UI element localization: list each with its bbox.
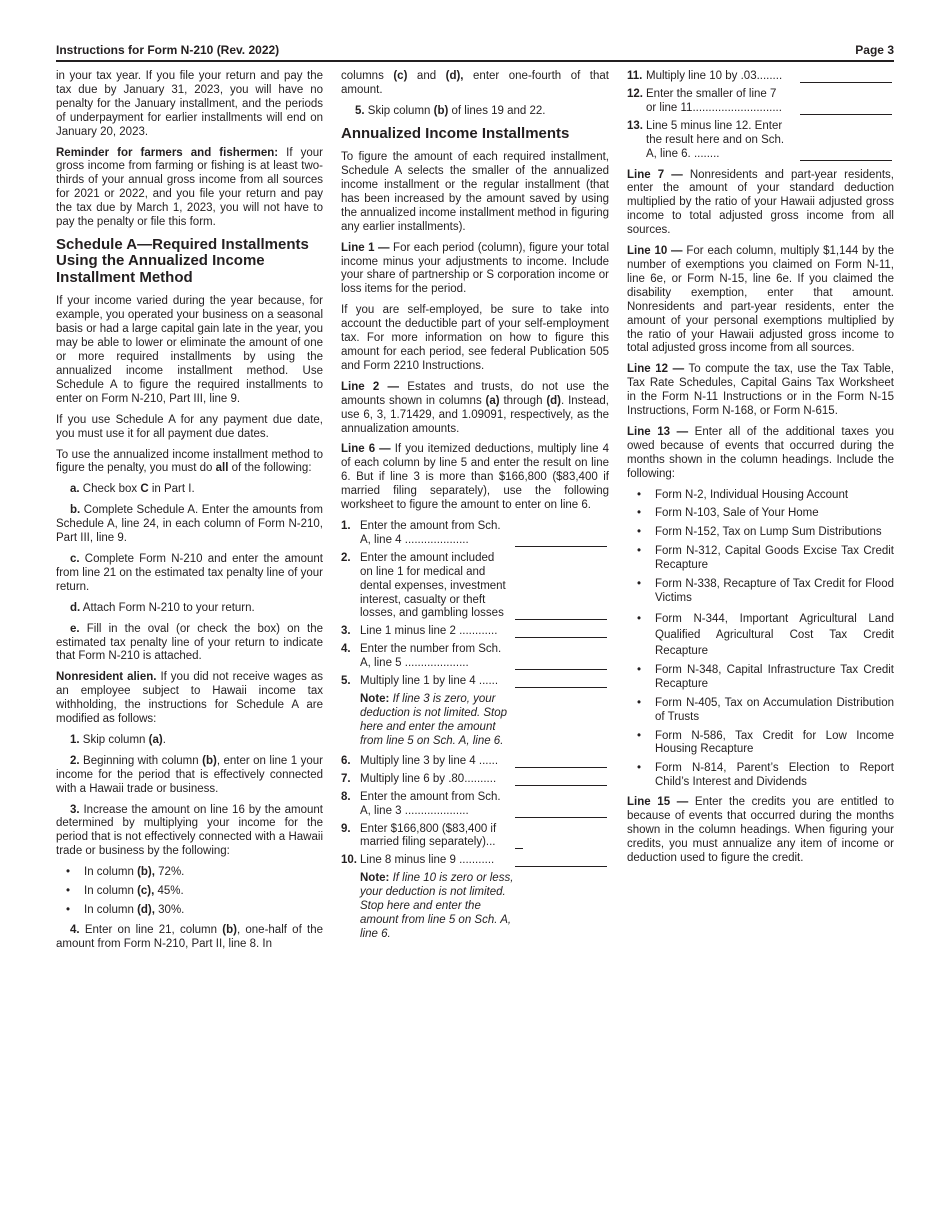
paragraph: Line 10 — For each column, multiply $1,144 by the number of exemptions you claimed on Form N-11, line 6e, or Form N-15, line 6e. If you claimed the disability exemption, enter that amount. Nonresidents and part-year residents, enter the amount of your personal exemptions multiplied by the ratio of your Hawaii adjusted gross income to total adjusted gross income from all sources. [627,245,894,355]
worksheet-line: 6. Multiply line 3 by line 4 ...... [341,755,609,769]
worksheet-note: Note: If line 3 is zero, your deduction is not limited. Stop here and enter the amount from line 5 on Sch. A, line 6. [360,693,508,747]
list-item: • Form N-152, Tax on Lump Sum Distributions [637,526,882,539]
form-list [627,489,894,791]
worksheet-line: 1. Enter the amount from Sch. A, line 4 .................... [341,520,609,548]
paragraph: Line 13 — Enter all of the additional taxes you owed because of events that occurred during the months shown in the column headings. Include the following: [627,425,894,480]
entry-line[interactable] [515,848,523,849]
paragraph: Line 2 — Estates and trusts, do not use the amounts shown in columns (a) through (d). Instead, use 6, 3, 1.71429, and 1.09091, respectively, as the annualization amounts. [341,380,609,435]
step-item: e. Fill in the oval (or check the box) on the estimated tax penalty line of your return to indicate that Form N-210 is attached. [56,622,323,663]
entry-line[interactable] [800,114,892,115]
list-item: • Form N-2, Individual Housing Account [637,488,849,501]
step-item: b. Complete Schedule A. Enter the amounts from Schedule A, line 24, in each column of Form N-210, Part III, line 9. [56,504,323,545]
worksheet-line: 11. Multiply line 10 by .03........ [627,70,894,84]
worksheet-line: 9. Enter $166,800 ($83,400 if married filing separately)... [341,823,609,851]
paragraph: To use the annualized income installment method to figure the penalty, you must do all of the following: [56,448,323,475]
column-2 [341,70,609,948]
paragraph: If your income varied during the year because, for example, you operated your business on a seasonal basis or had a large capital gain late in the year, you may be able to lower or eliminate the amount of one or more required installments by using the annualized income installment method. Use Schedule A to figure the required installments to enter on Form N-210, Part III, line 9. [56,295,323,405]
worksheet-line: 13. Line 5 minus line 12. Enter the result here and on Sch. A, line 6. ........ [627,120,894,162]
bullet-list [56,866,323,918]
entry-line[interactable] [515,687,607,688]
entry-line[interactable] [515,546,607,547]
list-item: • Form N-312, Capital Goods Excise Tax Credit Recapture [637,545,894,572]
page-header [56,42,894,62]
worksheet-line: 3. Line 1 minus line 2 ............ [341,625,609,639]
step-item: d. Attach Form N-210 to your return. [70,601,255,614]
list-item: • Form N-338, Recapture of Tax Credit for Flood Victims [637,578,894,604]
paragraph: Line 6 — If you itemized deductions, multiply line 4 of each column by line 5 and enter the result on line 6. But if line 3 is more than $166,800 ($83,400 if married filing separately), use the following worksheet to figure the amount to enter on line 6. [341,443,609,512]
step-item: 3. Increase the amount on line 16 by the amount determined by multiplying your income for the period that is not effectively connected with a Hawaii trade or business by the following: [56,803,323,858]
entry-line[interactable] [515,817,607,818]
paragraph: Nonresident alien. If you did not receive wages as an employee subject to Hawaii income tax withholding, the instructions for Schedule A are modified as follows: [56,671,323,726]
paragraph: To figure the amount of each required installment, Schedule A selects the smaller of the annualized income installment or the regular installment (that has been increased by the amount saved by using the annualized income installment method in figuring any earlier installments). [341,151,609,233]
list-item: • In column (c), 45%. [66,885,184,898]
paragraph: Reminder for farmers and fishermen: If your gross income from farming or fishing is at least two-thirds of your annual gross income from all sources for 2021 or 2022, and you file your return and pay the tax due by March 1, 2023, you will not have to pay the penalty or file this form. [56,146,323,229]
paragraph: Line 12 — To compute the tax, use the Tax Table, Tax Rate Schedules, Capital Gains Tax Worksheet in the Form N-11 Instructions or in the Form N-15 Instructions, Form N-168, or Form N-615. [627,363,894,418]
step-item: a. Check box C in Part I. [70,483,195,496]
paragraph: Line 7 — Nonresidents and part-year residents, enter the amount of your standard deduction multiplied by the ratio of your Hawaii adjusted gross income to total adjusted gross income from all sources. [627,168,894,237]
entry-line[interactable] [515,669,607,670]
column-1 [56,70,323,959]
worksheet-line: 10. Line 8 minus line 9 ........... [341,854,609,868]
entry-line[interactable] [800,82,892,83]
list-item: • Form N-348, Capital Infrastructure Tax Credit Recapture [637,663,894,690]
section-heading: Schedule A—Required Installments Using the Annualized Income Installment Method [56,235,309,286]
step-item: 2. Beginning with column (b), enter on line 1 your income for the period that is effectively connected with a Hawaii trade or business. [56,754,323,795]
worksheet-line: 7. Multiply line 6 by .80.......... [341,773,609,787]
worksheet-line: 8. Enter the amount from Sch. A, line 3 .................... [341,791,609,819]
list-item: • In column (d), 30%. [66,904,185,916]
list-item: • Form N-586, Tax Credit for Low Income Housing Recapture [637,729,894,756]
worksheet-note: Note: If line 10 is zero or less, your deduction is not limited. Stop here and enter the amount from line 5 on Sch. A, line 6. [360,872,514,940]
worksheet-line: 4. Enter the number from Sch. A, line 5 .................... [341,643,609,671]
list-item: • Form N-103, Sale of Your Home [637,507,819,520]
column-3 [627,70,894,873]
page-number: Page 3 [855,43,894,57]
paragraph: If you are self-employed, be sure to take into account the deductible part of your self-employment tax. For more information on how to figure this amount for each period, see federal Publication 505 and Form 2210 Instructions. [341,304,609,372]
paragraph: in your tax year. If you file your return and pay the tax due by January 31, 2023, you will have no penalty for the January installment, and the periods of underpayment for earlier installments will end on January 20, 2023. [56,70,323,138]
entry-line[interactable] [515,767,607,768]
list-item: • Form N-814, Parent’s Election to Report Child’s Interest and Dividends [637,762,894,789]
step-item: c. Complete Form N-210 and enter the amount from line 21 on the estimated tax penalty line of your return. [56,552,323,593]
form-title: Instructions for Form N-210 (Rev. 2022) [56,43,280,57]
step-item: 1. Skip column (a). [70,733,166,746]
list-item: • In column (b), 72%. [66,866,185,879]
step-item: 5. Skip column (b) of lines 19 and 22. [355,104,546,117]
entry-line[interactable] [515,619,607,620]
list-item: • Form N-405, Tax on Accumulation Distribution of Trusts [637,696,894,723]
step-item: 4. Enter on line 21, column (b), one-half of the amount from Form N-210, Part II, line 8. In [56,923,323,950]
paragraph: columns (c) and (d), enter one-fourth of that amount. [341,70,609,96]
worksheet-line: 12. Enter the smaller of line 7 or line 11............................ [627,88,894,116]
worksheet-line: 2. Enter the amount included on line 1 for medical and dental expenses, investment interest, casualty or theft losses, and gambling losses [341,552,609,622]
entry-line[interactable] [800,160,892,161]
paragraph: If you use Schedule A for any payment due date, you must use it for all payment due dates. [56,413,323,440]
list-item: • Form N-344, Important Agricultural Land Qualified Agricultural Cost Tax Credit Recapture [637,612,894,657]
paragraph: Line 1 — For each period (column), figure your total income minus your adjustments to income. Include your share of partnership or S corporation income or loss items for the period. [341,241,609,296]
worksheet-line: 5. Multiply line 1 by line 4 ...... [341,675,609,689]
entry-line[interactable] [515,637,607,638]
paragraph: Line 15 — Enter the credits you are entitled to because of events that occurred during the months shown in the column headings. When figuring your credits, you must annualize any item of income or deduction used to figure the credit. [627,796,895,864]
entry-line[interactable] [515,866,607,867]
section-heading: Annualized Income Installments [341,124,570,142]
entry-line[interactable] [515,785,607,786]
